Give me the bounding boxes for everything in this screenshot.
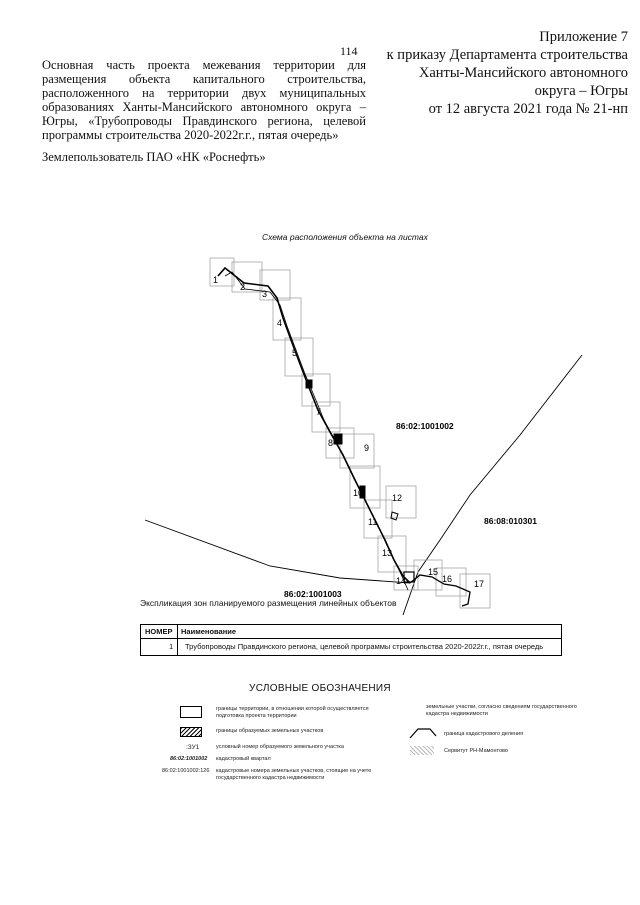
legend-title: УСЛОВНЫЕ ОБОЗНАЧЕНИЯ (249, 683, 391, 694)
legend-item-plot-number: условный номер образуемого земельного участка (216, 744, 344, 750)
appendix-line-3: Ханты-Мансийского автономного (418, 65, 628, 81)
legend-item-registered-plots: земельные участки, согласно сведениям государственного кадастра недвижимости (426, 704, 577, 717)
project-description: Основная часть проекта межевания территории для размещения объекта капитального строительства, расположенного на территории двух муниципальных образованиях Ханты-Мансийского автономного округа – Югры, «Трубопроводы Правдинского региона, целевой программы строительства 2020-2022г.г., пятая очередь» (42, 58, 366, 142)
sheet-number-7: 7 (316, 407, 322, 417)
sheet-number-6: 6 (306, 380, 312, 390)
cadastral-quarter-label: 86:02:1001003 (284, 589, 342, 599)
map-title: Схема расположения объекта на листах (262, 232, 428, 242)
legend-item-land-plots: границы образуемых земельных участков (216, 728, 324, 734)
sheet-number-5: 5 (292, 348, 298, 358)
sheet-number-4: 4 (277, 318, 283, 328)
land-plot-boundary-symbol (180, 727, 202, 737)
appendix-line-4: округа – Югры (534, 83, 628, 99)
sheet-number-1: 1 (213, 275, 219, 285)
cadastral-quarter-label: 86:08:010301 (484, 516, 537, 526)
sheet-number-14: 14 (396, 576, 407, 586)
legend-code-cadastral-number: 86:02:1001002:126 (162, 768, 210, 774)
appendix-line-2: к приказу Департамента строительства (386, 47, 628, 63)
legend-item-cadastral-numbers: кадастровые номера земельных участков, стоящие на учете государственного кадастра недвижимости (216, 768, 372, 781)
sheet-number-16: 16 (442, 574, 453, 584)
explication-header-name: Наименование (181, 627, 237, 636)
sheet-number-2: 2 (240, 282, 246, 292)
territory-boundary-symbol (180, 706, 202, 718)
explication-title: Экспликация зон планируемого размещения линейных объектов (140, 598, 397, 608)
legend-item-territory: границы территории, в отношении которой осуществляется подготовка проекта территории (216, 706, 369, 719)
sheet-number-11: 11 (368, 517, 378, 527)
cadastral-quarter-label: 86:02:1001002 (396, 421, 454, 431)
explication-row-number: 1 (169, 642, 174, 651)
sheet-number-17: 17 (474, 579, 485, 589)
servitude-symbol (410, 746, 434, 755)
page-number: 114 (340, 44, 358, 58)
explication-row-name: Трубопроводы Правдинского региона, целевой программы строительства 2020-2022г.г., пятая очередь (185, 642, 544, 651)
legend-code-zu: :ЗУ1 (186, 744, 200, 751)
legend-code-quarter: 86:02:1001002 (170, 756, 208, 762)
sheet-number-15: 15 (428, 567, 439, 577)
sheet-number-3: 3 (262, 289, 268, 299)
sheet-number-8: 8 (328, 438, 334, 448)
legend-item-cadastral-division: граница кадастрового деления (444, 731, 524, 737)
sheet-number-9: 9 (364, 443, 370, 453)
cadastral-division-symbol (408, 726, 438, 740)
legend-item-servitude: Сервитут РН-Мамонтово (444, 748, 508, 754)
sheet-number-10: 10 (353, 488, 364, 498)
legend-item-quarter: кадастровый квартал (216, 756, 271, 762)
appendix-line-5: от 12 августа 2021 года № 21-нп (428, 101, 628, 117)
land-user: Землепользователь ПАО «НК «Роснефть» (42, 150, 266, 164)
explication-header-number: НОМЕР (145, 627, 173, 636)
appendix-line-1: Приложение 7 (539, 29, 628, 45)
sheet-number-12: 12 (392, 493, 403, 503)
sheet-number-13: 13 (382, 548, 393, 558)
